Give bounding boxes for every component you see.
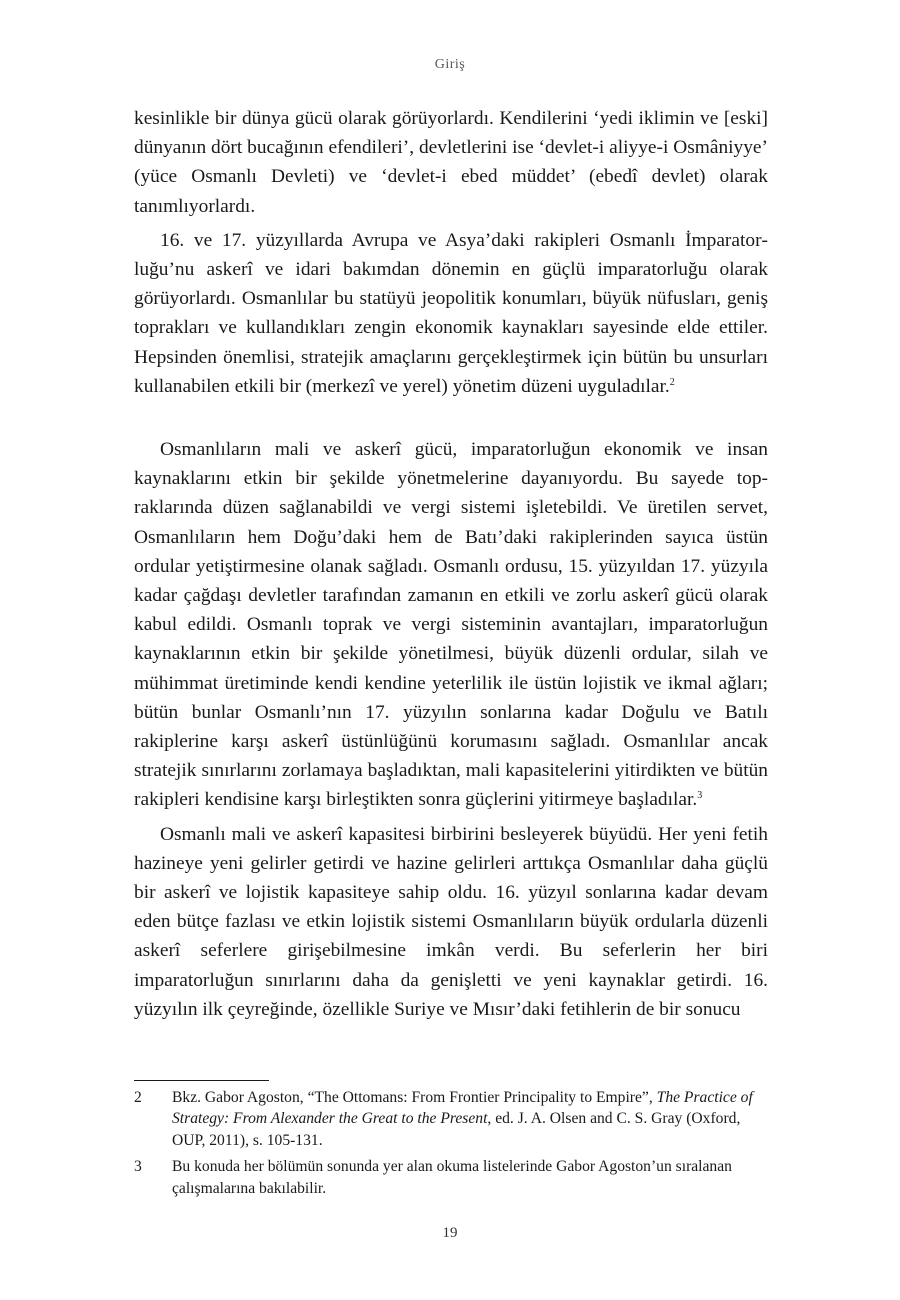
footnote-ref-3[interactable]: 3	[697, 790, 703, 802]
footnote-divider	[134, 1080, 269, 1081]
paragraph-2: 16. ve 17. yüzyıllarda Avrupa ve Asya’daki rakipleri Osmanlı İmparatorluğu’nu askerî ve idari bakımdan dönemin en güçlü imparatorluğu olarak görüyorlardı. Osmanlılar bu statüyü jeopolitik konumları, büyük nüfusları, geniş toprakları ve kullandıkları zengin ekonomik kaynakları sayesinde elde ettiler. Hepsinden önemlisi, stratejik amaçlarını gerçekleştirmek için bütün bu unsurları kullanabilen etkili bir (merkezî ve yerel) yönetim düzeni uyguladılar.$^2$	[134, 229, 768, 397]
footnote-2	[134, 1087, 768, 1151]
footnotes	[134, 1087, 768, 1204]
footnote-number: 3	[134, 1158, 142, 1176]
page-number: 19	[442, 1225, 458, 1241]
footnote-3	[134, 1156, 768, 1199]
body-text	[134, 104, 768, 1024]
paragraph-3: Osmanlıların mali ve askerî gücü, imparatorluğun ekonomik ve insan kaynaklarını etkin bir şekilde yönetmelerine dayanıyordu. Bu sayede topraklarında düzen sağlanabildi ve vergi sistemi işletebildi. Ve üretilen servet, Osmanlıların hem Doğu’daki hem de Batı’daki rakiplerinden sayıca üstün ordular yetiştirmesine olanak sağladı. Osmanlı ordusu, 15. yüzyıldan 17. yüzyıla kadar çağdaşı devletler tarafından zamanın en etkili ve zorlu askerî gücü olarak kabul edildi. Osmanlı toprak ve vergi sisteminin avantajları, imparatorluğun kaynaklarının etkin bir şekilde yönetilmesi, büyük düzenli ordular, silah ve mühimmat üretiminde kendi kendine yeterlilik ile üstün lojistik ve ikmal ağları; bütün bunlar Osmanlı’nın 17. yüzyılın sonlarına kadar Doğulu ve Batılı rakiplerine karşı askerî üstünlüğünü korumasını sağladı. Osmanlılar ancak stratejik sınırlarını zorlamaya başladıktan, mali kapasitelerini yitirdikten ve bütün rakipleri kendisine karşı birleştikten sonra güçlerini yitirmeye başladılar.$^3$	[134, 439, 768, 811]
paragraph-1: kesinlikle bir dünya gücü olarak görüyorlardı. Kendilerini ‘yedi iklimin ve [eski] dünyanın dört bucağının efendileri’, devletlerini ise ‘devlet-i aliyye-i Osmâniyye’ (yüce Osmanlı Devleti) ve ‘devlet-i ebed müddet’ (ebedî devlet) olarak tanımlıyorlardı.	[134, 108, 768, 217]
footnote-ref-2[interactable]: 2	[669, 376, 675, 388]
running-head: Giriş	[434, 57, 466, 72]
cited-title: The Practice of Strategy: From Alexander the Great to the Present	[172, 1089, 753, 1128]
footnote-number: 2	[134, 1089, 142, 1106]
paragraph-4: Osmanlı mali ve askerî kapasitesi birbirini besleyerek büyüdü. Her yeni fetih hazineye yeni gelirler getirdi ve hazine gelirleri arttıkça Osmanlılar daha güçlü bir askerî ve lojistik kapasiteye sahip oldu. 16. yüzyıl sonlarına kadar devam eden bütçe fazlası ve etkin lojistik sistemi Osmanlıların büyük ordularla düzenli askerî seferlere girişebilmesine imkân verdi. Bu seferlerin her biri imparatorluğun sınırlarını daha da genişletti ve yeni kaynaklar getirdi. 16. yüzyılın ilk çeyreğinde, özellikle Suriye ve Mısır’daki fetihlerin de bir sonucu	[134, 823, 768, 1020]
footnote-text: Bu konuda her bölümün sonunda yer alan okuma listelerinde Gabor Agoston’un sıralanan çalışmalarına bakılabilir.	[172, 1158, 732, 1197]
footnote-text: Bkz. Gabor Agoston, “The Ottomans: From Frontier Principality to Empire”, The Practice of Strategy: From Alexander the Great to the Present, ed. J. A. Olsen and C. S. Gray (Oxford, OUP, 2011), s. 105-131.	[172, 1089, 753, 1149]
